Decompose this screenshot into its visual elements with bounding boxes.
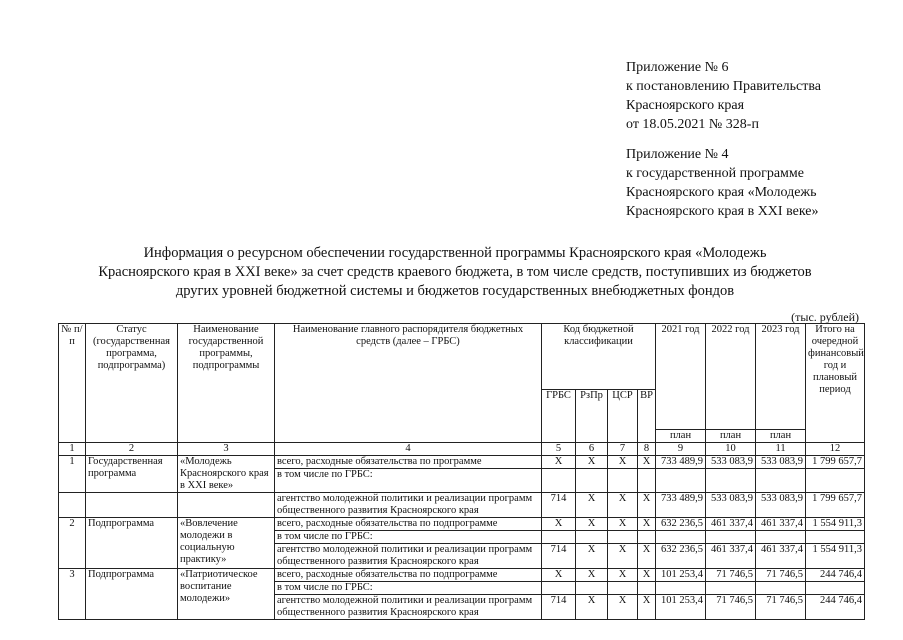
col-number: 8 [638, 443, 656, 456]
row-label: в том числе по ГРБС: [275, 469, 542, 493]
row-num: 1 [59, 456, 86, 493]
cell-vr: X [638, 456, 656, 469]
row-label: в том числе по ГРБС: [275, 531, 542, 544]
title-line: других уровней бюджетной системы и бюджетов государственных внебюджетных фондов [175, 283, 735, 299]
units-label: (тыс. рублей) [791, 310, 859, 324]
row-label: агентство молодежной политики и реализации программ общественного развития Красноярского края [275, 595, 542, 620]
header-status: Статус (государственная программа, подпрограмма) [86, 324, 178, 443]
cell-rzpr: X [576, 569, 608, 582]
cell-2021: 733 489,9 [656, 493, 706, 518]
header-grbs: ГРБС [542, 390, 576, 443]
cell-grbs: 714 [542, 595, 576, 620]
cell-total: 244 746,4 [806, 569, 865, 582]
col-number: 12 [806, 443, 865, 456]
header-vr: ВР [638, 390, 656, 443]
cell-total: 1 799 657,7 [806, 493, 865, 518]
cell-2023: 71 746,5 [756, 569, 806, 582]
cell-total: 1 554 911,3 [806, 518, 865, 531]
cell-2022: 533 083,9 [706, 456, 756, 469]
cell-grbs: 714 [542, 544, 576, 569]
header-plan: план [756, 430, 806, 443]
header-total: Итого на очередной финансовый год и плановый период [806, 324, 865, 443]
header-rzpr: РзПр [576, 390, 608, 443]
cell-rzpr: X [576, 493, 608, 518]
cell-grbs: X [542, 456, 576, 469]
header-2022: 2022 год [706, 324, 756, 430]
document-title [60, 244, 850, 301]
cell-2021: 632 236,5 [656, 518, 706, 531]
cell-2021: 632 236,5 [656, 544, 706, 569]
row-label: агентство молодежной политики и реализации программ общественного развития Красноярского края [275, 544, 542, 569]
col-number: 10 [706, 443, 756, 456]
header-plan: план [656, 430, 706, 443]
header-num: № п/п [59, 324, 86, 443]
cell-csr: X [608, 569, 638, 582]
cell-vr: X [638, 518, 656, 531]
row-name: «Патриотическое воспитание молодежи» [178, 569, 275, 620]
cell-csr: X [608, 544, 638, 569]
row-label: в том числе по ГРБС: [275, 582, 542, 595]
appendix-line: от 18.05.2021 № 328-п [626, 117, 759, 132]
cell-2022: 71 746,5 [706, 595, 756, 620]
col-number: 5 [542, 443, 576, 456]
table-row [59, 518, 865, 531]
table-row [59, 569, 865, 582]
col-number: 6 [576, 443, 608, 456]
cell-2021: 733 489,9 [656, 456, 706, 469]
cell-total: 244 746,4 [806, 595, 865, 620]
col-number: 2 [86, 443, 178, 456]
cell-total: 1 554 911,3 [806, 544, 865, 569]
cell-2022: 533 083,9 [706, 493, 756, 518]
appendix-4-block [626, 145, 819, 221]
col-number: 1 [59, 443, 86, 456]
cell-2022: 461 337,4 [706, 518, 756, 531]
row-num: 3 [59, 569, 86, 620]
header-name: Наименование государственной программы, подпрограммы [178, 324, 275, 443]
header-plan: план [706, 430, 756, 443]
cell-grbs: X [542, 569, 576, 582]
header-code: Код бюджетной классификации [542, 324, 656, 390]
cell-csr: X [608, 456, 638, 469]
table-header-row [59, 324, 865, 390]
appendix-line: к государственной программе [626, 166, 804, 181]
row-status: Подпрограмма [86, 518, 178, 569]
cell-rzpr: X [576, 518, 608, 531]
col-number: 9 [656, 443, 706, 456]
appendix-line: к постановлению Правительства [626, 79, 822, 94]
table-row [59, 493, 865, 518]
appendix-line: Красноярского края в XXI веке» [626, 204, 819, 219]
table-row [59, 456, 865, 469]
cell-2022: 461 337,4 [706, 544, 756, 569]
row-label: всего, расходные обязательства по подпрограмме [275, 518, 542, 531]
budget-table [58, 323, 865, 620]
appendix-line: Приложение № 6 [626, 60, 729, 75]
cell-vr: X [638, 569, 656, 582]
row-label: всего, расходные обязательства по подпрограмме [275, 569, 542, 582]
appendix-6-block [626, 58, 821, 134]
header-2023: 2023 год [756, 324, 806, 430]
cell-rzpr: X [576, 595, 608, 620]
cell-2023: 533 083,9 [756, 493, 806, 518]
cell-total: 1 799 657,7 [806, 456, 865, 469]
header-grbs-name: Наименование главного распорядителя бюджетных средств (далее – ГРБС) [275, 324, 542, 443]
cell-vr: X [638, 595, 656, 620]
cell-2023: 71 746,5 [756, 595, 806, 620]
row-num: 2 [59, 518, 86, 569]
appendix-line: Красноярского края [626, 98, 745, 113]
header-2021: 2021 год [656, 324, 706, 430]
cell-2023: 461 337,4 [756, 518, 806, 531]
title-line: Информация о ресурсном обеспечении государственной программы Красноярского края «Молодежь [143, 245, 767, 261]
appendix-line: Приложение № 4 [626, 147, 729, 162]
cell-csr: X [608, 518, 638, 531]
row-label: агентство молодежной политики и реализации программ общественного развития Красноярского края [275, 493, 542, 518]
cell-grbs: 714 [542, 493, 576, 518]
cell-2021: 101 253,4 [656, 569, 706, 582]
cell-csr: X [608, 493, 638, 518]
cell-vr: X [638, 544, 656, 569]
title-line: Красноярского края в XXI веке» за счет средств краевого бюджета, в том числе средств, поступивших из бюджетов [98, 264, 812, 280]
cell-rzpr: X [576, 456, 608, 469]
cell-2022: 71 746,5 [706, 569, 756, 582]
row-status: Подпрограмма [86, 569, 178, 620]
row-status: Государственная программа [86, 456, 178, 493]
col-number: 7 [608, 443, 638, 456]
cell-vr: X [638, 493, 656, 518]
col-number: 3 [178, 443, 275, 456]
column-number-row [59, 443, 865, 456]
cell-csr: X [608, 595, 638, 620]
cell-2023: 533 083,9 [756, 456, 806, 469]
cell-2021: 101 253,4 [656, 595, 706, 620]
col-number: 4 [275, 443, 542, 456]
cell-2023: 461 337,4 [756, 544, 806, 569]
col-number: 11 [756, 443, 806, 456]
row-name: «Вовлечение молодежи в социальную практику» [178, 518, 275, 569]
header-csr: ЦСР [608, 390, 638, 443]
appendix-line: Красноярского края «Молодежь [626, 185, 817, 200]
row-label: всего, расходные обязательства по программе [275, 456, 542, 469]
row-name: «Молодежь Красноярского края в XXI веке» [178, 456, 275, 493]
cell-rzpr: X [576, 544, 608, 569]
cell-grbs: X [542, 518, 576, 531]
